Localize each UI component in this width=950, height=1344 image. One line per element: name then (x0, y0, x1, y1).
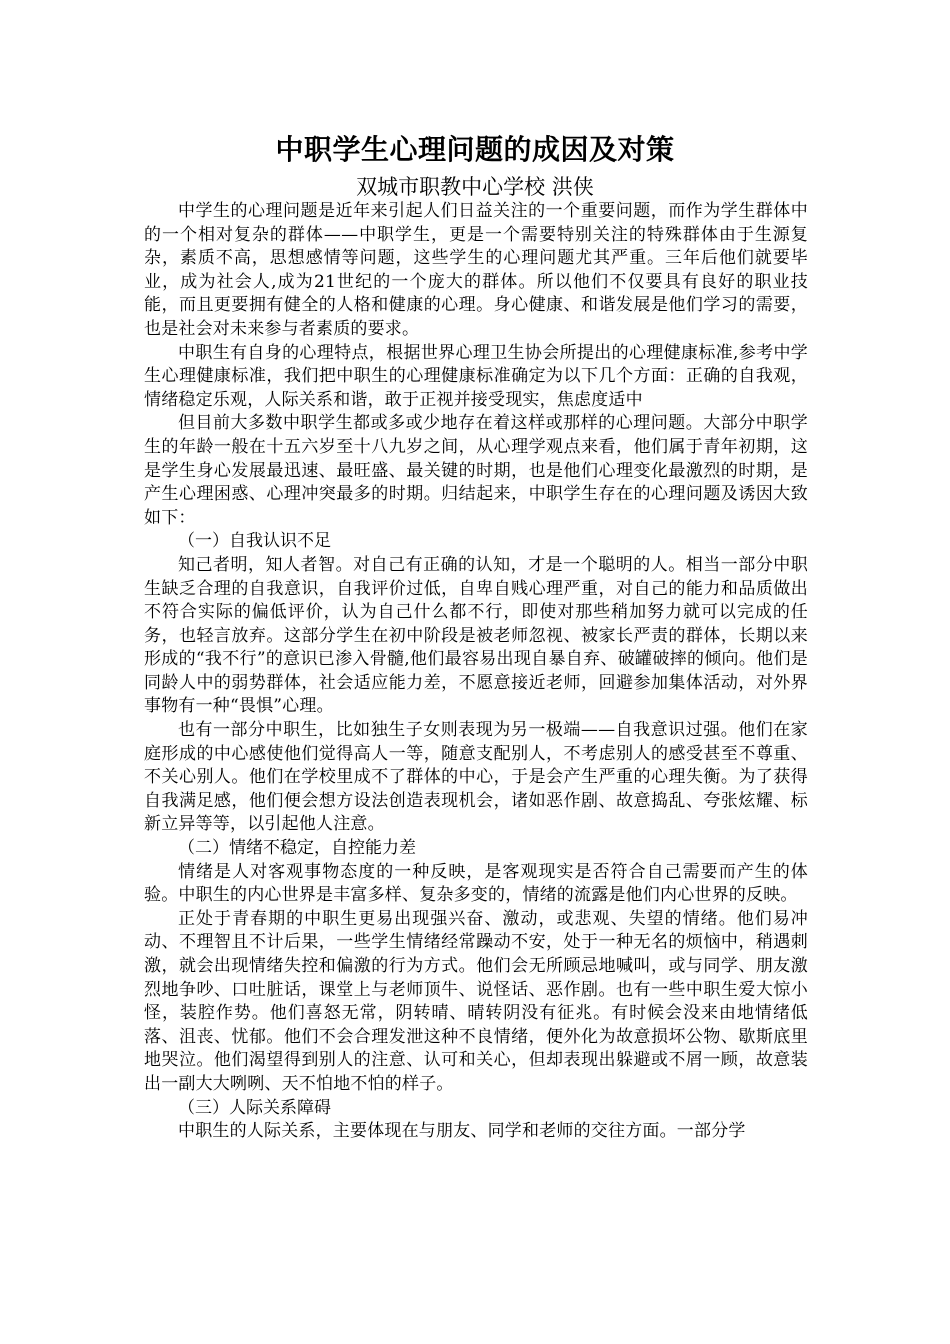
paragraph-emotion-behavior: 正处于青春期的中职生更易出现强兴奋、激动，或悲观、失望的情绪。他们易冲动、不理智且不计后果，一些学生情绪经常躁动不安，处于一种无名的烦恼中，稍遇刺激，就会出现情绪失控和偏激的行为方式。他们会无所顾忌地喊叫，或与同学、朋友激烈地争吵、口吐脏话，课堂上与老师顶牛、说怪话、恶作剧。也有一些中职生爱大惊小怪，装腔作势。他们喜怒无常，阴转晴、晴转阴没有征兆。有时候会没来由地情绪低落、沮丧、忧郁。他们不会合理发泄这种不良情绪，便外化为故意损坏公物、歇斯底里地哭泣。他们渴望得到别人的注意、认可和关心，但却表现出躲避或不屑一顾，故意装出一副大大咧咧、天不怕地不怕的样子。 (144, 908, 808, 1094)
author-line: 双城市职教中心学校 洪侠 (356, 175, 594, 199)
section-heading-2: （二）情绪不稳定，自控能力差 (178, 838, 416, 859)
paragraph-intro: 中学生的心理问题是近年来引起人们日益关注的一个重要问题，而作为学生群体中的一个相对复杂的群体——中职学生，更是一个需要特别关注的特殊群体由于生源复杂，素质不高，思想感情等问题，这些学生的心理问题尤其严重。三年后他们就要毕业，成为社会人,成为21世纪的一个庞大的群体。所以他们不仅要具有良好的职业技能，而且更要拥有健全的人格和健康的心理。身心健康、和谐发展是他们学习的需要，也是社会对未来参与者素质的要求。 (144, 201, 808, 339)
paragraph-relationships: 中职生的人际关系，主要体现在与朋友、同学和老师的交往方面。一部分学 (178, 1121, 746, 1142)
paragraph-health-standards: 中职生有自身的心理特点，根据世界心理卫生协会所提出的心理健康标准,参考中学生心理健康标准，我们把中职生的心理健康标准确定为以下几个方面：正确的自我观，情绪稳定乐观，人际关系和谐，敢于正视并接受现实，焦虑度适中 (144, 342, 808, 410)
section-heading-3: （三）人际关系障碍 (178, 1097, 331, 1118)
paragraph-problems-overview: 但目前大多数中职学生都或多或少地存在着这样或那样的心理问题。大部分中职学生的年龄一般在十五六岁至十八九岁之间，从心理学观点来看，他们属于青年初期，这是学生身心发展最迅速、最旺盛、最关键的时期，也是他们心理变化最激烈的时期，是产生心理困惑、心理冲突最多的时期。归结起来，中职学生存在的心理问题及诱因大致如下： (144, 413, 808, 528)
document-title: 中职学生心理问题的成因及对策 (275, 133, 675, 166)
paragraph-emotion-definition: 情绪是人对客观事物态度的一种反映，是客观现实是否符合自己需要而产生的体验。中职生的内心世界是丰富多样、复杂多变的，情绪的流露是他们内心世界的反映。 (144, 861, 808, 906)
paragraph-self-awareness-low: 知己者明，知人者智。对自己有正确的认知，才是一个聪明的人。相当一部分中职生缺乏合理的自我意识，自我评价过低，自卑自贱心理严重，对自己的能力和品质做出不符合实际的偏低评价，认为自己什么都不行，即使对那些稍加努力就可以完成的任务，也轻言放弃。这部分学生在初中阶段是被老师忽视、被家长严责的群体，长期以来形成的“我不行”的意识已渗入骨髓,他们最容易出现自暴自弃、破罐破摔的倾向。他们是同龄人中的弱势群体，社会适应能力差，不愿意接近老师，回避参加集体活动，对外界事物有一种“畏惧”心理。 (144, 554, 808, 717)
document-body (144, 200, 808, 1144)
paragraph-self-awareness-high: 也有一部分中职生，比如独生子女则表现为另一极端——自我意识过强。他们在家庭形成的中心感使他们觉得高人一等，随意支配别人，不考虑别人的感受甚至不尊重、不关心别人。他们在学校里成不了群体的中心，于是会产生严重的心理失衡。为了获得自我满足感，他们便会想方设法创造表现机会，诸如恶作剧、故意捣乱、夸张炫耀、标新立异等等，以引起他人注意。 (144, 720, 808, 835)
section-heading-1: （一）自我认识不足 (178, 531, 331, 552)
